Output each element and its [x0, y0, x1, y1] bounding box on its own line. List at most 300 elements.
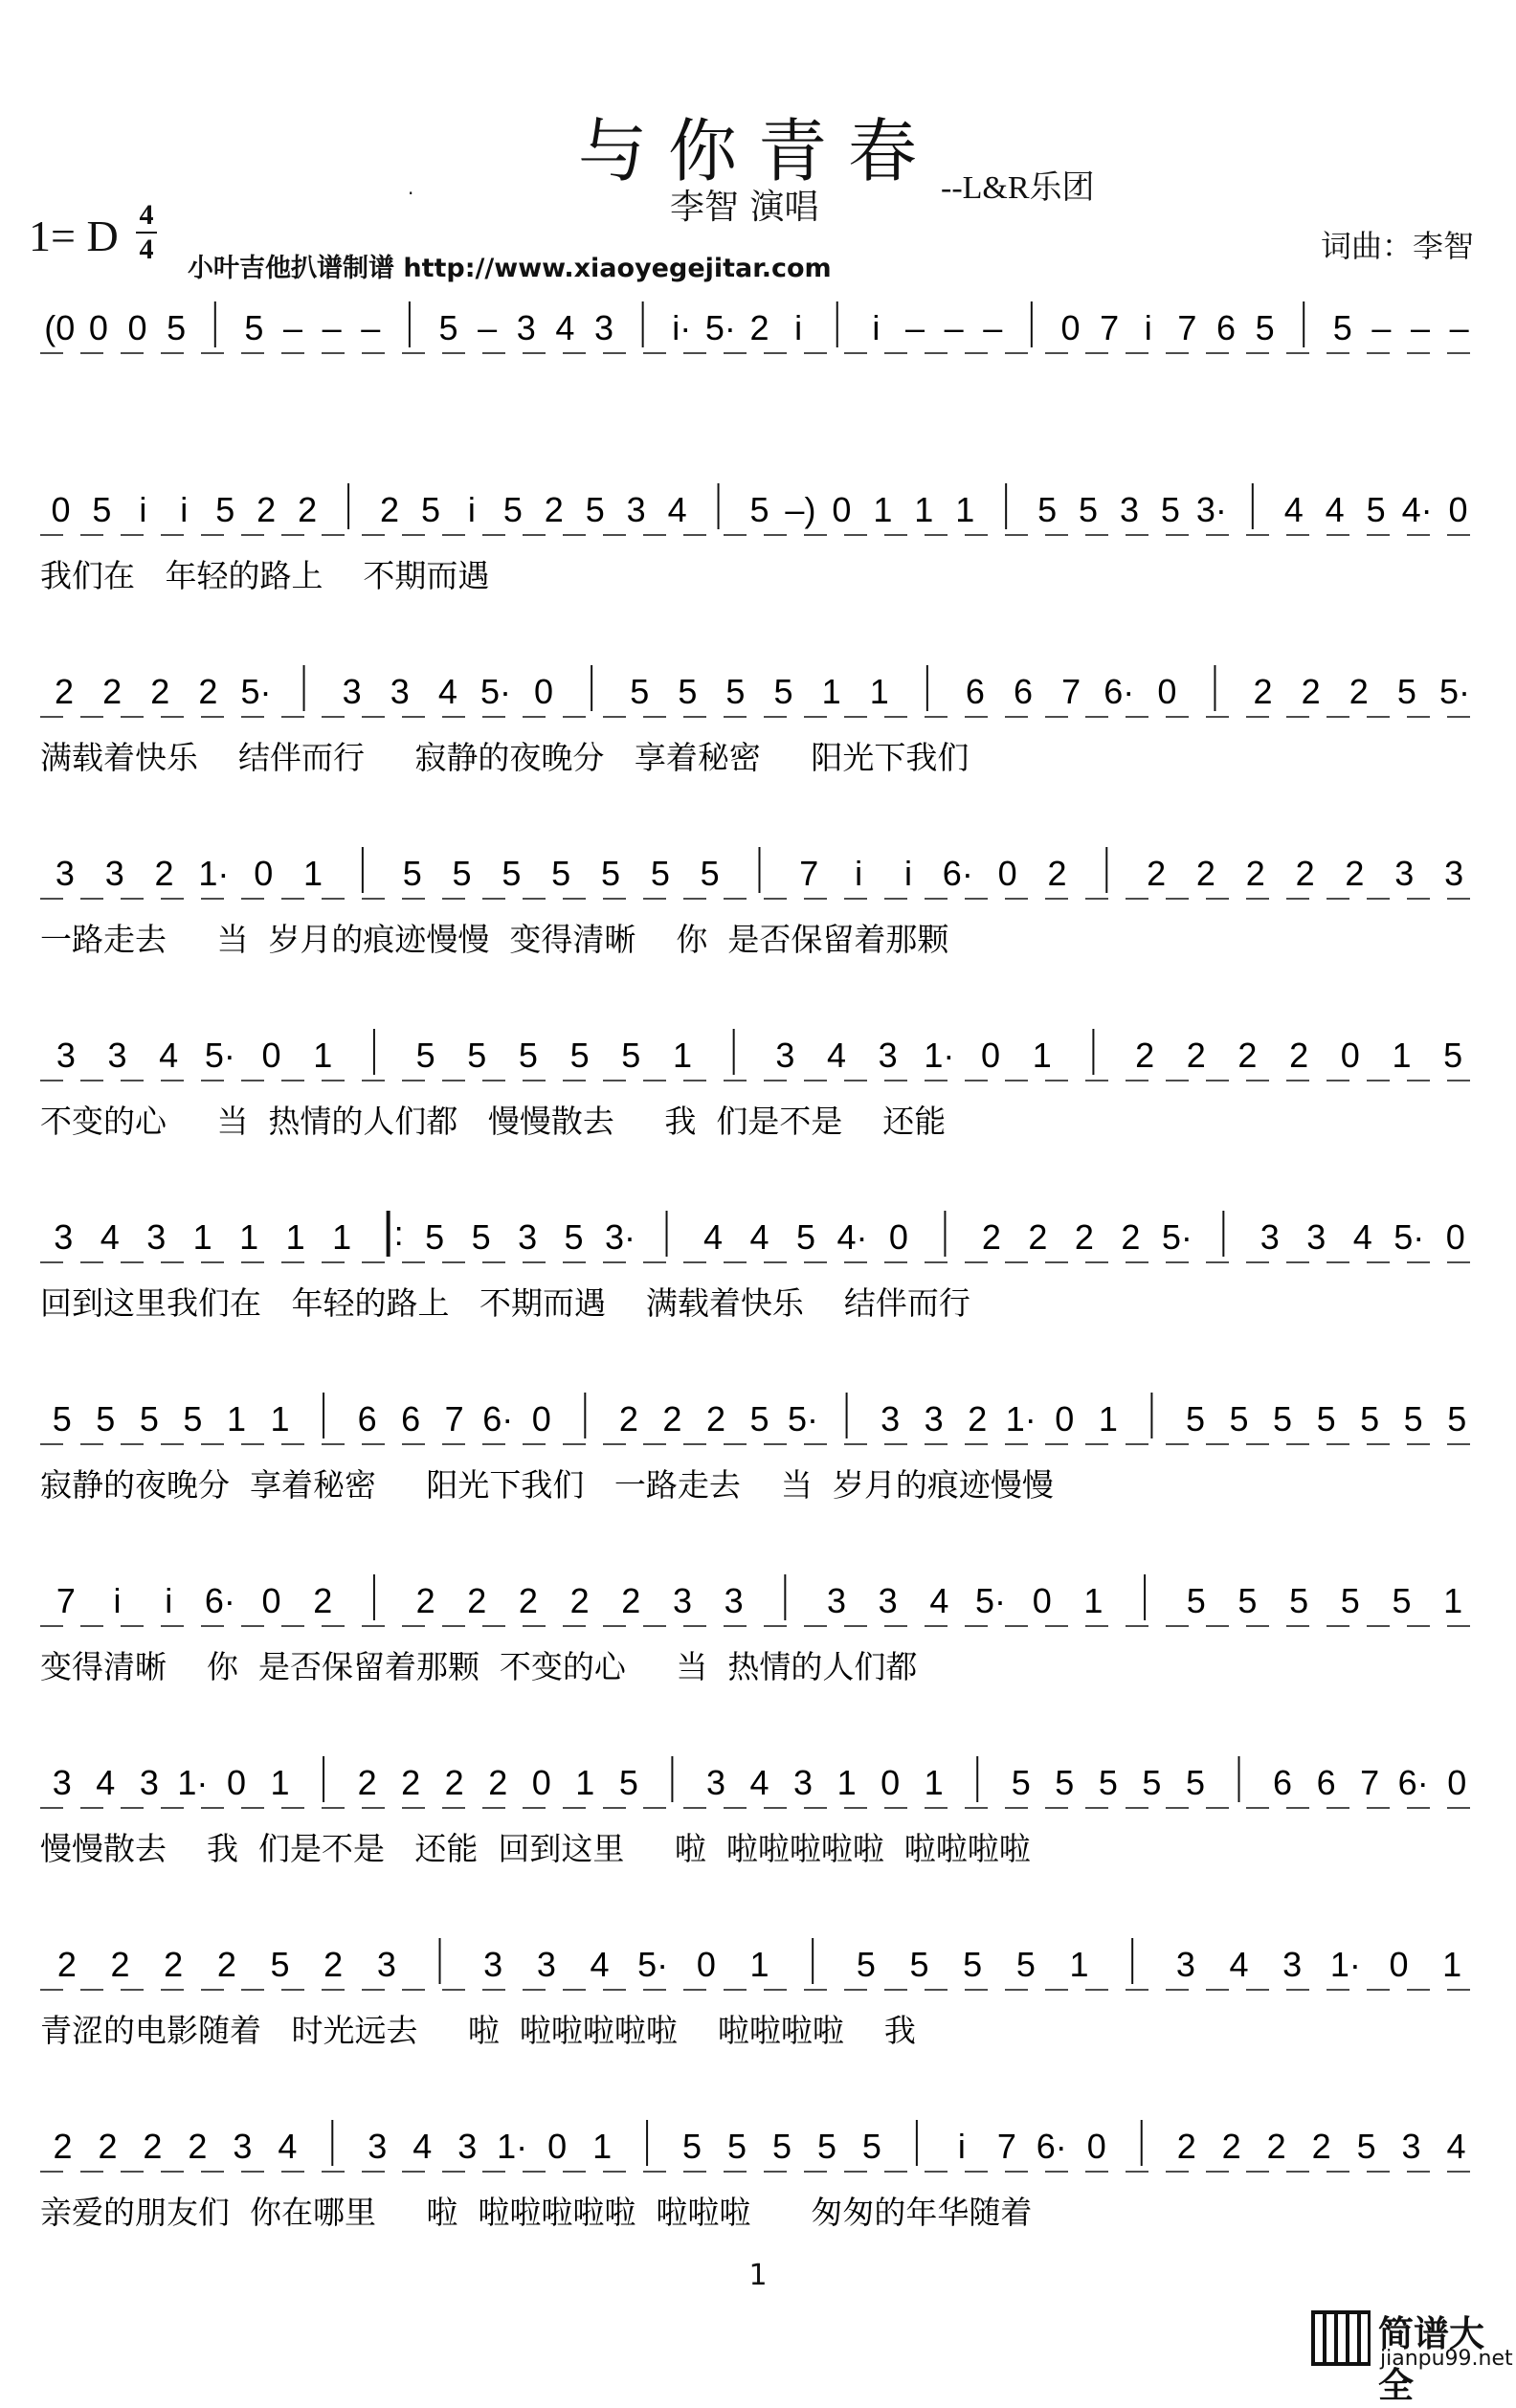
score-note: 3 — [626, 490, 646, 529]
score-note: 5 — [551, 854, 571, 893]
score-note: 5 — [816, 2127, 836, 2166]
score-note: 2 — [1186, 1036, 1206, 1075]
lyric-line: 我们在 年轻的路上 不期而遇 — [40, 557, 490, 594]
score-note: 4· — [1401, 490, 1433, 529]
score-note: 4 — [159, 1036, 179, 1075]
score-note: 0 — [1448, 490, 1468, 529]
score-note: 7 — [1177, 308, 1197, 347]
score-note: 1 — [1069, 1945, 1089, 1984]
repeat-dots: : — [393, 1214, 404, 1253]
score-note: 2 — [188, 2127, 208, 2166]
lyric-line: 一路走去 当 岁月的痕迹慢慢 变得清晰 你 是否保留着那颗 — [40, 921, 949, 958]
score-note: 2 — [198, 672, 218, 711]
score-note: i — [855, 854, 863, 893]
score-note: 5 — [1392, 1581, 1412, 1620]
score-note: 5 — [1237, 1581, 1258, 1620]
score-note: 5 — [420, 490, 440, 529]
score-note: 5 — [682, 2127, 702, 2166]
score-note: 1 — [955, 490, 975, 529]
score-note: i — [872, 308, 881, 347]
score-note: 6 — [1014, 672, 1034, 711]
score-note: 4 — [667, 490, 687, 529]
score-note: 3· — [1195, 490, 1227, 529]
score-note: 6 — [1273, 1763, 1293, 1802]
score-note: 2 — [154, 854, 174, 893]
score-note: 5 — [773, 672, 793, 711]
score-note: 1 — [873, 490, 893, 529]
score-note: 3 — [924, 1399, 944, 1438]
score-note: 5 — [725, 672, 746, 711]
score-note: 2 — [488, 1763, 508, 1802]
score-note: 5 — [1356, 2127, 1376, 2166]
score-note: 1 — [924, 1763, 944, 1802]
score-note: 5· — [1393, 1217, 1425, 1257]
score-note: 5 — [569, 1036, 590, 1075]
score-note: 1 — [303, 854, 323, 893]
score-note: 1 — [239, 1217, 259, 1257]
score-note: 5· — [788, 1399, 819, 1438]
score-note: 7 — [56, 1581, 76, 1620]
score-note: 2 — [1266, 2127, 1286, 2166]
score-note: 3 — [146, 1217, 167, 1257]
score-note: 6· — [482, 1399, 514, 1438]
score-note: 2 — [164, 1945, 184, 1984]
score-note: 1 — [1392, 1036, 1412, 1075]
score-note: 2 — [1135, 1036, 1155, 1075]
score-note: 5 — [1185, 1763, 1205, 1802]
score-note: 3 — [536, 1945, 556, 1984]
score-note: 3 — [1444, 854, 1464, 893]
score-note: 4 — [412, 2127, 433, 2166]
score-note: 2 — [1147, 854, 1167, 893]
score-note: 2 — [379, 490, 400, 529]
lyric-line: 慢慢散去 我 们是不是 还能 回到这里 啦 啦啦啦啦啦 啦啦啦啦 — [40, 1830, 1031, 1867]
score-note: 4 — [1352, 1217, 1372, 1257]
score-note: 2 — [150, 672, 170, 711]
lyric-line: 回到这里我们在 年轻的路上 不期而遇 满载着快乐 结伴而行 — [40, 1284, 970, 1322]
score-note: 2 — [1195, 854, 1215, 893]
score-note: 2 — [53, 2127, 73, 2166]
score-note: 5 — [1447, 1399, 1467, 1438]
score-note: 4 — [100, 1217, 120, 1257]
score-note: 4 — [590, 1945, 610, 1984]
score-row — [40, 483, 1479, 594]
score-note: 3 — [376, 1945, 396, 1984]
score-note: 5 — [564, 1217, 584, 1257]
score-note: 2 — [467, 1581, 487, 1620]
score-note: 1 — [914, 490, 934, 529]
score-note: 5 — [96, 1399, 116, 1438]
score-note: 1 — [285, 1217, 305, 1257]
score-note: 5 — [215, 490, 235, 529]
score-note: 1 — [575, 1763, 595, 1802]
score-row — [40, 301, 1479, 353]
score-note: 3 — [104, 854, 124, 893]
score-note: 6· — [1397, 1763, 1429, 1802]
score-note: 0 — [1032, 1581, 1052, 1620]
score-note: 3 — [793, 1763, 814, 1802]
score-note: 2 — [518, 1581, 538, 1620]
score-note: – — [1411, 308, 1431, 347]
score-note: 4 — [555, 308, 575, 347]
score-note: 2 — [401, 1763, 421, 1802]
score-note: 0 — [226, 1763, 246, 1802]
score-note: 5 — [1255, 308, 1275, 347]
score-note: 5 — [518, 1036, 538, 1075]
score-note: 1 — [1443, 1581, 1463, 1620]
score-note: 2 — [749, 308, 769, 347]
score-note: 0 — [1340, 1036, 1360, 1075]
score-note: 1· — [177, 1763, 209, 1802]
score-note: 1 — [1032, 1036, 1052, 1075]
score-note: 7 — [996, 2127, 1016, 2166]
score-note: 6· — [1104, 672, 1135, 711]
score-note: 3 — [107, 1036, 127, 1075]
score-note: – — [904, 308, 925, 347]
score-note: 3 — [54, 1217, 74, 1257]
score-note: 5 — [52, 1399, 72, 1438]
score-note: 0 — [1445, 1217, 1465, 1257]
score-note: i — [467, 490, 476, 529]
score-note: 5 — [585, 490, 605, 529]
score-note: 5 — [1366, 490, 1386, 529]
score-note: 5 — [749, 490, 769, 529]
score-note: 7 — [444, 1399, 464, 1438]
score-note: 0 — [254, 854, 274, 893]
score-note: 1 — [226, 1399, 246, 1438]
score-note: 0 — [1060, 308, 1081, 347]
score-note: i — [139, 490, 147, 529]
score-note: 0 — [1389, 1945, 1409, 1984]
score-note: 1 — [592, 2127, 613, 2166]
score-note: i — [957, 2127, 966, 2166]
score-note: 1 — [270, 1399, 290, 1438]
score-note: 2 — [544, 490, 564, 529]
score-note: 0 — [547, 2127, 568, 2166]
score-note: 2 — [1295, 854, 1315, 893]
score-note: 5 — [795, 1217, 815, 1257]
score-note: 5 — [630, 672, 650, 711]
score-note: 0 — [261, 1036, 281, 1075]
score-note: 2 — [256, 490, 277, 529]
score-note: 2 — [1253, 672, 1273, 711]
score-row — [40, 847, 1479, 958]
score-note: 5 — [139, 1399, 159, 1438]
score-note: 5 — [1015, 1945, 1036, 1984]
score-note: 2 — [216, 1945, 236, 1984]
score-note: 2 — [110, 1945, 130, 1984]
score-note: 5 — [1229, 1399, 1249, 1438]
score-note: 0 — [997, 854, 1017, 893]
score-row — [40, 665, 1479, 776]
score-note: 7 — [1360, 1763, 1380, 1802]
score-note: 5 — [601, 854, 621, 893]
score-note: 0 — [534, 672, 554, 711]
score-note: 2 — [102, 672, 123, 711]
score-row — [40, 1029, 1479, 1140]
score-note: 5· — [1161, 1217, 1193, 1257]
score-note: 3 — [1260, 1217, 1280, 1257]
score-note: 5 — [1011, 1763, 1031, 1802]
score-note: 1 — [1442, 1945, 1462, 1984]
score-note: 0 — [531, 1399, 551, 1438]
composer-credit: 词曲：李智 — [1321, 228, 1475, 264]
score-row — [40, 1393, 1479, 1504]
score-note: 3 — [390, 672, 410, 711]
score-note: 7 — [799, 854, 819, 893]
score-note: 3 — [878, 1581, 898, 1620]
score-note: 5 — [856, 1945, 876, 1984]
stray-dot: · — [408, 182, 414, 205]
lyric-line: 满载着快乐 结伴而行 寂静的夜晚分 享着秘密 阳光下我们 — [40, 739, 970, 776]
score-note: 3 — [724, 1581, 744, 1620]
page-number: 1 — [748, 2259, 768, 2292]
score-note: 4 — [1446, 2127, 1466, 2166]
score-note: 3 — [457, 2127, 478, 2166]
score-note: i — [113, 1581, 122, 1620]
score-note: – — [322, 308, 342, 347]
score-note: 1 — [270, 1763, 290, 1802]
score-note: 5 — [650, 854, 670, 893]
score-note: 2 — [56, 1945, 77, 1984]
score-note: 2 — [968, 1399, 988, 1438]
score-note: 7 — [1061, 672, 1081, 711]
score-note: i — [794, 308, 803, 347]
score-note: 5 — [749, 1399, 769, 1438]
score-note: 2 — [1345, 854, 1365, 893]
score-note: 3 — [1119, 490, 1140, 529]
score-note: 3 — [1401, 2127, 1421, 2166]
score-note: 5 — [415, 1036, 435, 1075]
lyric-line: 亲爱的朋友们 你在哪里 啦 啦啦啦啦啦 啦啦啦 匆匆的年华随着 — [40, 2194, 1033, 2231]
score-note: 3 — [1306, 1217, 1326, 1257]
score-note: 2 — [1237, 1036, 1258, 1075]
score-note: 5 — [727, 2127, 747, 2166]
score-note: 4 — [827, 1036, 847, 1075]
score-note: 2 — [55, 672, 75, 711]
score-note: 5· — [704, 308, 736, 347]
lyric-line: 变得清晰 你 是否保留着那颗 不变的心 当 热情的人们都 — [40, 1648, 918, 1685]
score-note: 5 — [1403, 1399, 1423, 1438]
score-note: 0 — [1086, 2127, 1106, 2166]
score-note: 5· — [479, 672, 511, 711]
score-note: 2 — [1176, 2127, 1196, 2166]
score-note: –) — [785, 490, 816, 529]
score-note: 4 — [1325, 490, 1345, 529]
score-note: 5 — [1037, 490, 1058, 529]
score-note: 4 — [437, 672, 457, 711]
score-note: 5 — [909, 1945, 929, 1984]
score-note: – — [1371, 308, 1392, 347]
score-note: 2 — [621, 1581, 641, 1620]
score-note: – — [283, 308, 303, 347]
score-note: (0 — [44, 308, 76, 347]
score-note: 3 — [516, 308, 536, 347]
score-note: 5 — [402, 854, 422, 893]
score-note: 5 — [771, 2127, 791, 2166]
score-note: 2 — [1074, 1217, 1094, 1257]
score-note: 1· — [497, 2127, 528, 2166]
score-note: 2 — [1349, 672, 1369, 711]
score-note: 1· — [924, 1036, 955, 1075]
score-note: 4 — [96, 1763, 116, 1802]
score-note: 5 — [861, 2127, 881, 2166]
score-note: 4 — [749, 1217, 769, 1257]
score-note: 5· — [975, 1581, 1007, 1620]
score-row — [40, 1211, 1479, 1322]
score-note: 5· — [637, 1945, 669, 1984]
score-note: 2 — [415, 1581, 435, 1620]
score-note: 1 — [821, 672, 841, 711]
score-note: – — [361, 308, 381, 347]
score-note: 1· — [1329, 1945, 1361, 1984]
score-note: 5· — [1438, 672, 1470, 711]
score-note: i — [1144, 308, 1152, 347]
score-note: – — [1449, 308, 1469, 347]
score-note: i — [903, 854, 912, 893]
score-note: 4 — [749, 1763, 769, 1802]
score-row — [40, 1938, 1479, 2049]
score-note: 2 — [323, 1945, 344, 1984]
score-note: 0 — [981, 1036, 1001, 1075]
score-note: 3 — [881, 1399, 901, 1438]
score-note: 2 — [298, 490, 318, 529]
score-note: 1 — [836, 1763, 857, 1802]
lyric-line: 不变的心 当 热情的人们都 慢慢散去 我 们是不是 还能 — [40, 1103, 947, 1140]
score-note: 1· — [1005, 1399, 1037, 1438]
score-note: – — [478, 308, 498, 347]
score-note: 3 — [593, 308, 614, 347]
score-note: 6· — [942, 854, 973, 893]
score-note: 6 — [357, 1399, 377, 1438]
score-note: 5 — [1185, 1399, 1205, 1438]
score-note: 6 — [401, 1399, 421, 1438]
score-note: 3 — [483, 1945, 503, 1984]
score-note: 6 — [965, 672, 985, 711]
score-note: 5 — [963, 1945, 983, 1984]
score-note: 5 — [244, 308, 264, 347]
score-note: 5 — [1396, 672, 1416, 711]
score-note: 3 — [518, 1217, 538, 1257]
score-note: 0 — [881, 1763, 901, 1802]
score-note: 5 — [502, 490, 523, 529]
score-note: 2 — [569, 1581, 590, 1620]
time-signature-bottom: 4 — [139, 234, 154, 265]
score-note: 5 — [621, 1036, 641, 1075]
score-note: – — [983, 308, 1003, 347]
score-note: 1 — [1098, 1399, 1118, 1438]
score-note: 5· — [240, 672, 272, 711]
band-name: --L&R乐团 — [941, 170, 1095, 206]
time-signature-top: 4 — [139, 199, 154, 231]
score-note: 1 — [332, 1217, 352, 1257]
score-note: 0 — [832, 490, 852, 529]
watermark-name: 简谱大全 — [1378, 2313, 1484, 2406]
score-note: 2 — [143, 2127, 163, 2166]
score-note: – — [944, 308, 964, 347]
score-note: 5 — [678, 672, 698, 711]
transcriber-credit: 小叶吉他扒谱制谱 http://www.xiaoyegejitar.com — [188, 254, 832, 283]
score-note: 2 — [1245, 854, 1265, 893]
score-note: 1 — [869, 672, 889, 711]
score-note: 4 — [1283, 490, 1304, 529]
page-title: 与你青春 — [577, 111, 938, 191]
score-note: 0 — [51, 490, 71, 529]
score-note: 5 — [1443, 1036, 1463, 1075]
score-note: 3· — [605, 1217, 636, 1257]
score-note: i — [180, 490, 189, 529]
score-note: 0 — [888, 1217, 908, 1257]
score-note: 6 — [1316, 1763, 1336, 1802]
score-note: 2 — [98, 2127, 118, 2166]
score-note: 1 — [749, 1945, 769, 1984]
score-note: 7 — [1100, 308, 1120, 347]
score-note: 2 — [1047, 854, 1067, 893]
score-note: 5 — [467, 1036, 487, 1075]
score-note: 0 — [531, 1763, 551, 1802]
score-note: 4 — [929, 1581, 949, 1620]
score-note: 3 — [827, 1581, 847, 1620]
score-note: 0 — [1157, 672, 1177, 711]
score-note: 5 — [183, 1399, 203, 1438]
score-note: 5 — [92, 490, 112, 529]
score-note: 5 — [1273, 1399, 1293, 1438]
score-note: 5 — [270, 1945, 290, 1984]
score-note: 5 — [700, 854, 720, 893]
score-note: 2 — [662, 1399, 682, 1438]
score-note: 0 — [696, 1945, 716, 1984]
score-note: 5 — [1360, 1399, 1380, 1438]
score-note: 2 — [357, 1763, 377, 1802]
score-note: 0 — [88, 308, 108, 347]
score-note: 3 — [342, 672, 362, 711]
score-note: 6· — [204, 1581, 235, 1620]
score-note: 6 — [1215, 308, 1236, 347]
score-note: 2 — [313, 1581, 333, 1620]
score-note: 2 — [444, 1763, 464, 1802]
score-note: i — [165, 1581, 173, 1620]
score-note: 6· — [1036, 2127, 1067, 2166]
score-note: i· — [672, 308, 692, 347]
score-note: 5 — [1098, 1763, 1118, 1802]
score-note: 5· — [204, 1036, 235, 1075]
score-note: 3 — [705, 1763, 725, 1802]
lyric-line: 青涩的电影随着 时光远去 啦 啦啦啦啦啦 啦啦啦啦 我 — [40, 2012, 916, 2049]
watermark-url: jianpu99.net — [1380, 2347, 1513, 2371]
score-note: 3 — [1394, 854, 1415, 893]
score-note: 3 — [139, 1763, 159, 1802]
score-note: 2 — [618, 1399, 638, 1438]
score-note: 2 — [1311, 2127, 1331, 2166]
score-note: 4 — [1229, 1945, 1249, 1984]
score-note: 1 — [313, 1036, 333, 1075]
score-note: 3 — [52, 1763, 72, 1802]
score-note: 5 — [1186, 1581, 1206, 1620]
score-note: 3 — [368, 2127, 388, 2166]
score-note: 0 — [261, 1581, 281, 1620]
score-note: 2 — [705, 1399, 725, 1438]
score-note: 5 — [1316, 1399, 1336, 1438]
score-note: 5 — [471, 1217, 491, 1257]
score-note: 5 — [425, 1217, 445, 1257]
score-note: 4 — [703, 1217, 724, 1257]
score-note: 5 — [1160, 490, 1180, 529]
score-note: 1 — [1083, 1581, 1104, 1620]
score-note: 5 — [1055, 1763, 1075, 1802]
score-note: 1· — [198, 854, 230, 893]
score-row — [40, 2120, 1479, 2231]
score-note: 2 — [1121, 1217, 1141, 1257]
